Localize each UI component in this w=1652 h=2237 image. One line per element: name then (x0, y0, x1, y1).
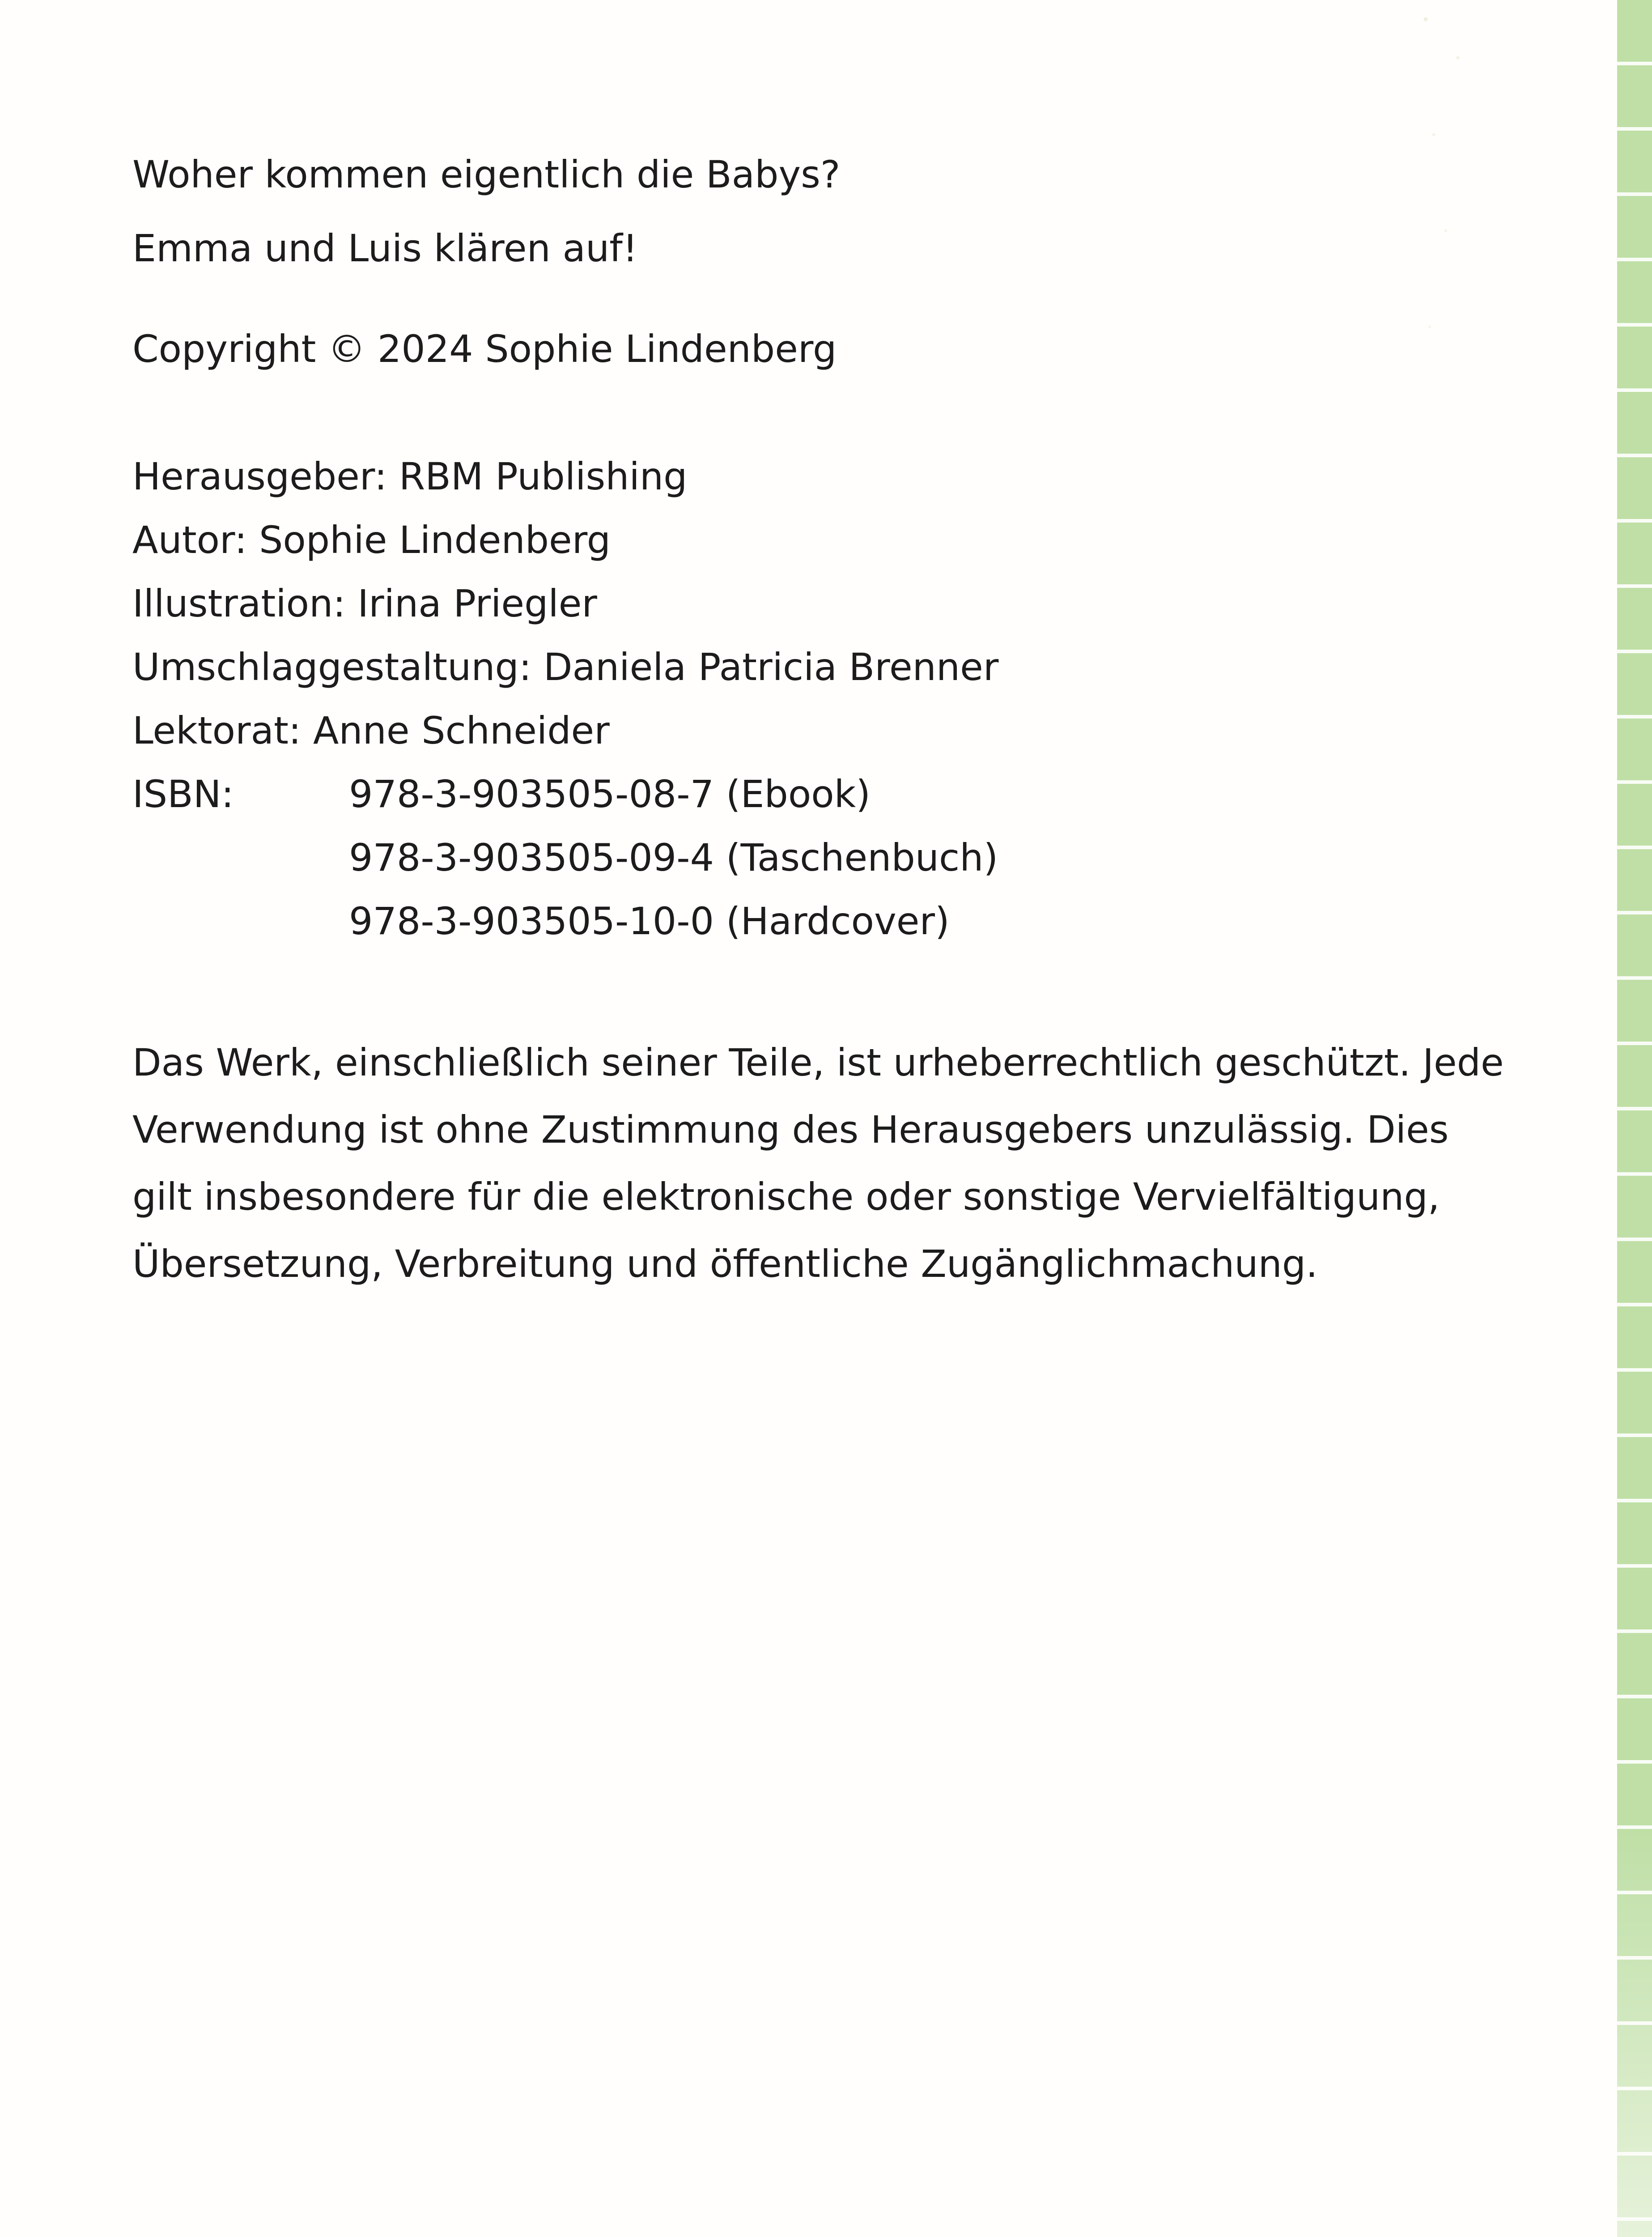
legal-notice-line: Das Werk, einschließlich seiner Teile, ist urheberrechtlich geschützt. Jede (132, 1041, 1504, 1084)
copyright-notice: Copyright © 2024 Sophie Lindenberg (132, 327, 837, 371)
isbn-label: ISBN: (132, 772, 234, 816)
illustration-credit: Illustration: Irina Priegler (132, 582, 597, 625)
isbn-hardcover: 978-3-903505-10-0 (Hardcover) (349, 899, 950, 943)
cover-design-credit: Umschlaggestaltung: Daniela Patricia Brenner (132, 645, 999, 689)
publisher-credit: Herausgeber: RBM Publishing (132, 455, 688, 498)
legal-notice-line: Übersetzung, Verbreitung und öffentliche Zugänglichmachung. (132, 1242, 1318, 1286)
legal-notice (132, 1029, 1504, 1297)
author-credit: Autor: Sophie Lindenberg (132, 518, 611, 562)
book-title-line-2: Emma und Luis klären auf! (132, 226, 638, 270)
book-title-line-1: Woher kommen eigentlich die Babys? (132, 153, 841, 196)
legal-notice-line: Verwendung ist ohne Zustimmung des Herausgebers unzulässig. Dies (132, 1108, 1449, 1152)
decorative-green-strip (1617, 0, 1652, 2237)
editing-credit: Lektorat: Anne Schneider (132, 709, 610, 753)
isbn-ebook: 978-3-903505-08-7 (Ebook) (349, 772, 871, 816)
decorative-speckle (1401, 0, 1482, 385)
isbn-paperback: 978-3-903505-09-4 (Taschenbuch) (349, 836, 998, 880)
legal-notice-line: gilt insbesondere für die elektronische oder sonstige Vervielfältigung, (132, 1175, 1440, 1219)
